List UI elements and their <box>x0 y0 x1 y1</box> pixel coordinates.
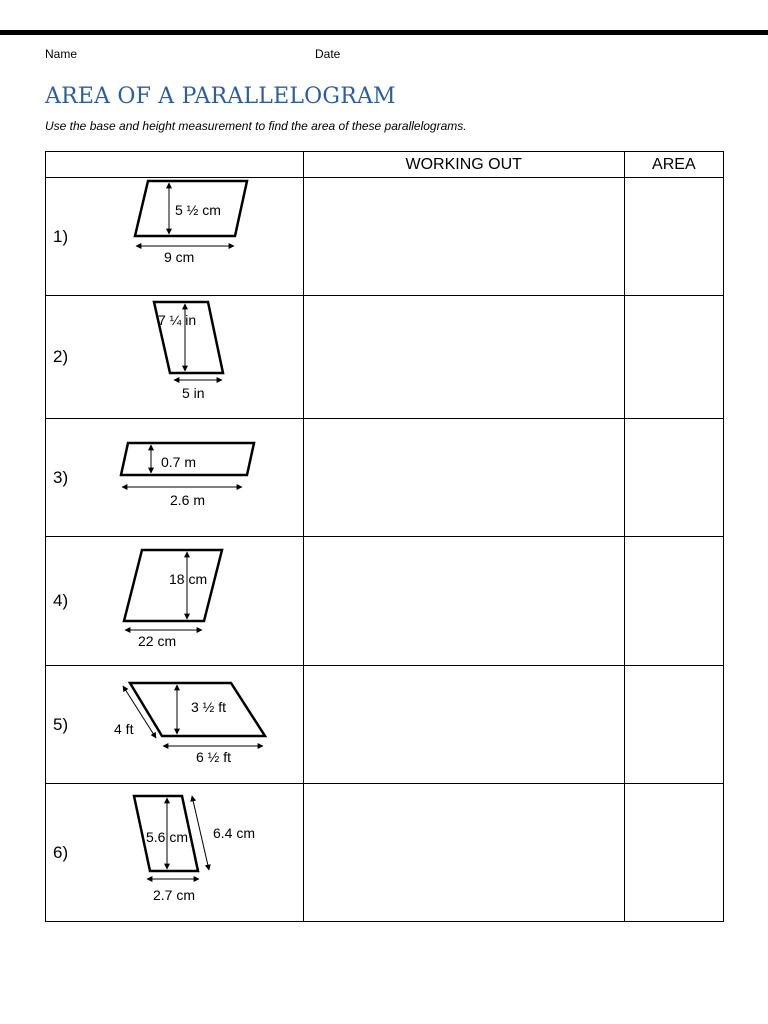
height-label: 3 ½ ft <box>191 699 227 715</box>
question-cell <box>46 537 304 666</box>
problem-number: 4) <box>53 591 69 610</box>
area-cell[interactable] <box>624 178 723 296</box>
height-label: 0.7 m <box>161 454 197 470</box>
problem-row <box>46 537 724 666</box>
header-row <box>46 152 724 178</box>
problem-row <box>46 296 724 419</box>
working-cell[interactable] <box>303 178 624 296</box>
height-label: 7 ¼ in <box>158 312 197 328</box>
base-label: 9 cm <box>164 249 195 265</box>
problem-row <box>46 784 724 922</box>
side-label: 4 ft <box>114 721 134 737</box>
working-cell[interactable] <box>303 666 624 784</box>
working-cell[interactable] <box>303 296 624 419</box>
name-label: Name <box>45 47 78 61</box>
parallelogram-figure <box>46 419 303 537</box>
parallelogram-figure <box>46 178 303 296</box>
base-label: 5 in <box>182 385 205 401</box>
height-label: 5.6 cm <box>146 829 189 845</box>
working-header: WORKING OUT <box>303 152 624 178</box>
problem-row <box>46 419 724 537</box>
base-label: 2.6 m <box>170 492 206 508</box>
working-cell[interactable] <box>303 784 624 922</box>
height-label: 18 cm <box>169 571 208 587</box>
parallelogram-figure <box>46 666 303 784</box>
working-cell[interactable] <box>303 419 624 537</box>
worksheet-table <box>45 151 724 922</box>
problem-row <box>46 666 724 784</box>
area-header: AREA <box>624 152 723 178</box>
area-cell[interactable] <box>624 296 723 419</box>
problem-number: 6) <box>53 842 69 862</box>
question-cell <box>46 419 304 537</box>
instructions: Use the base and height measurement to find the area of these parallelograms. <box>45 119 467 133</box>
area-cell[interactable] <box>624 419 723 537</box>
problem-number: 5) <box>53 714 69 734</box>
question-cell <box>46 666 304 784</box>
side-label: 6.4 cm <box>213 825 256 841</box>
parallelogram-figure <box>46 537 303 666</box>
question-cell <box>46 784 304 922</box>
base-label: 22 cm <box>138 633 177 649</box>
area-cell[interactable] <box>624 537 723 666</box>
question-cell <box>46 296 304 419</box>
problem-row <box>46 178 724 296</box>
base-label: 6 ½ ft <box>196 749 232 765</box>
parallelogram-figure <box>46 784 303 922</box>
problem-number: 1) <box>53 226 69 246</box>
worksheet-title: AREA OF A PARALLELOGRAM <box>45 84 396 109</box>
problem-number: 2) <box>53 347 69 366</box>
base-label: 2.7 cm <box>153 887 196 903</box>
question-cell <box>46 178 304 296</box>
parallelogram-figure <box>46 296 303 419</box>
working-cell[interactable] <box>303 537 624 666</box>
top-rule <box>0 30 768 35</box>
height-label: 5 ½ cm <box>175 202 221 218</box>
question-header <box>46 152 304 178</box>
area-cell[interactable] <box>624 666 723 784</box>
area-cell[interactable] <box>624 784 723 922</box>
date-label: Date <box>315 47 341 61</box>
problem-number: 3) <box>53 467 69 487</box>
